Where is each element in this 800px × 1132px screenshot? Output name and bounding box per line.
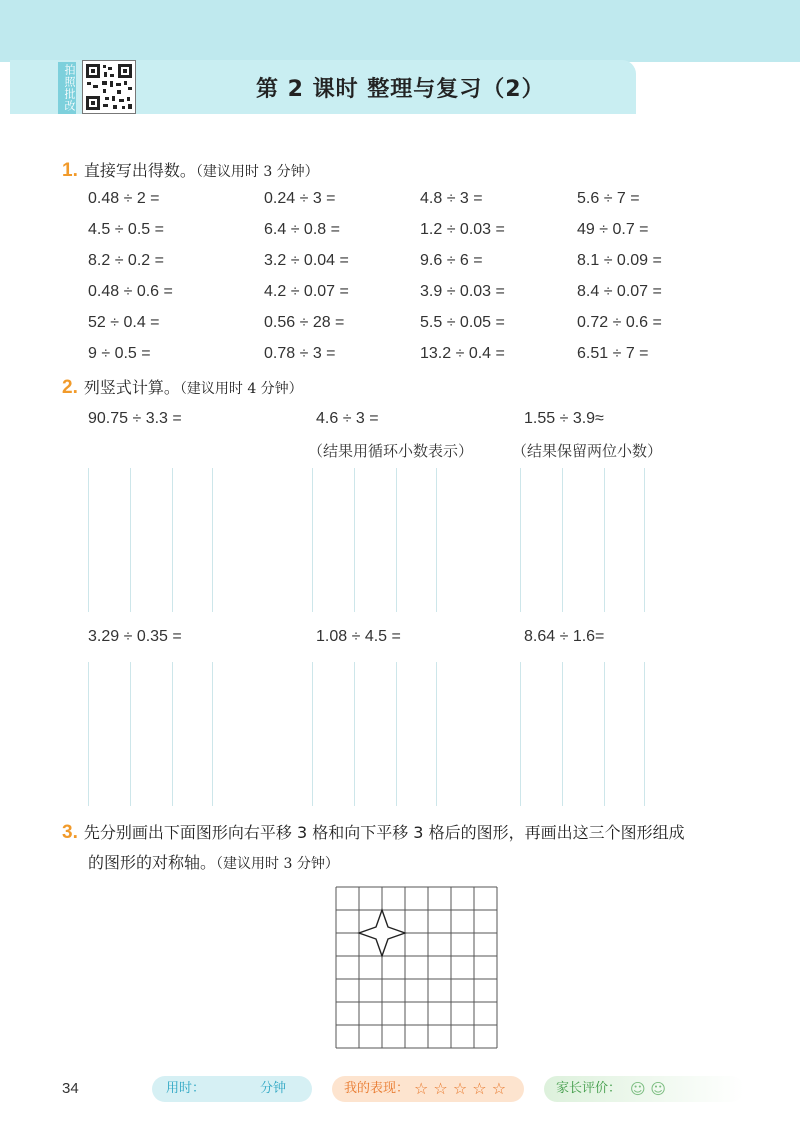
mental-math-item: 0.48 ÷ 0.6 = <box>88 283 173 300</box>
mental-math-item: 52 ÷ 0.4 = <box>88 314 160 331</box>
mental-math-item: 6.4 ÷ 0.8 = <box>264 221 340 238</box>
calc-3-note: （结果保留两位小数） <box>512 442 663 460</box>
qr-code-icon[interactable] <box>82 60 136 114</box>
calc-5: 1.08 ÷ 4.5 = <box>316 628 401 645</box>
mental-math-item: 8.1 ÷ 0.09 = <box>577 252 662 269</box>
workspace-line <box>172 662 173 806</box>
q3-line1: 先分别画出下面图形向右平移 3 格和向下平移 3 格后的图形，再画出这三个图形组成 <box>83 823 685 842</box>
mental-math-item: 4.2 ÷ 0.07 = <box>264 283 349 300</box>
time-label: 用时： <box>166 1081 206 1096</box>
star-rating-icons[interactable]: ☆ ☆ ☆ ☆ ☆ <box>414 1079 507 1098</box>
performance-label: 我的表现： <box>344 1081 410 1096</box>
mental-math-item: 8.4 ÷ 0.07 = <box>577 283 662 300</box>
workspace-line <box>396 662 397 806</box>
page-number: 34 <box>62 1080 79 1097</box>
mental-math-item: 9.6 ÷ 6 = <box>420 252 483 269</box>
workspace-line <box>520 662 521 806</box>
time-unit: 分钟 <box>260 1081 287 1096</box>
workspace-line <box>212 662 213 806</box>
header-band <box>0 0 800 62</box>
q3-heading <box>62 820 762 844</box>
workspace-line <box>604 468 605 612</box>
calc-4: 3.29 ÷ 0.35 = <box>88 628 182 645</box>
parent-review-label: 家长评价： <box>556 1081 622 1096</box>
q3-hint: （建议用时 3 分钟） <box>216 856 339 872</box>
q2-number: 2. <box>62 377 78 398</box>
photo-correct-label: 拍照批改 <box>58 62 76 114</box>
parent-review-pill <box>544 1076 744 1102</box>
workspace-line <box>604 662 605 806</box>
face-rating-icons[interactable]: ☺ ☺ <box>630 1080 667 1098</box>
mental-math-item: 0.48 ÷ 2 = <box>88 190 160 207</box>
q2-hint: （建议用时 4 分钟） <box>179 381 303 397</box>
workspace-line <box>520 468 521 612</box>
workspace-line <box>436 468 437 612</box>
mental-math-item: 0.78 ÷ 3 = <box>264 345 336 362</box>
calc-6: 8.64 ÷ 1.6= <box>524 628 605 645</box>
workspace-line <box>172 468 173 612</box>
workspace-line <box>396 468 397 612</box>
workspace-line <box>644 662 645 806</box>
q2-text: 列竖式计算。 <box>83 378 180 397</box>
q1-text: 直接写出得数。 <box>83 161 196 180</box>
workspace-line <box>88 662 89 806</box>
workspace-line <box>562 468 563 612</box>
mental-math-item: 0.56 ÷ 28 = <box>264 314 345 331</box>
q3-number: 3. <box>62 822 78 843</box>
workspace-line <box>312 662 313 806</box>
calc-2-note: （结果用循环小数表示） <box>308 442 474 460</box>
mental-math-item: 0.24 ÷ 3 = <box>264 190 336 207</box>
workspace-line <box>562 662 563 806</box>
workspace-line <box>130 662 131 806</box>
performance-pill <box>332 1076 524 1102</box>
mental-math-item: 6.51 ÷ 7 = <box>577 345 649 362</box>
page-title: 第 2 课时 整理与复习（2） <box>256 77 545 102</box>
mental-math-item: 5.5 ÷ 0.05 = <box>420 314 505 331</box>
workspace-line <box>130 468 131 612</box>
mental-math-item: 0.72 ÷ 0.6 = <box>577 314 662 331</box>
square-grid[interactable] <box>335 886 499 1055</box>
q1-number: 1. <box>62 160 78 181</box>
q3-heading-line2 <box>88 850 339 873</box>
time-pill <box>152 1076 312 1102</box>
workspace-line <box>436 662 437 806</box>
workspace-line <box>212 468 213 612</box>
mental-math-item: 3.9 ÷ 0.03 = <box>420 283 505 300</box>
mental-math-item: 5.6 ÷ 7 = <box>577 190 640 207</box>
mental-math-item: 4.5 ÷ 0.5 = <box>88 221 164 238</box>
star-shape-icon <box>359 910 405 956</box>
calc-1: 90.75 ÷ 3.3 = <box>88 410 182 427</box>
workspace-line <box>88 468 89 612</box>
mental-math-item: 3.2 ÷ 0.04 = <box>264 252 349 269</box>
workspace-line <box>644 468 645 612</box>
q1-hint: （建议用时 3 分钟） <box>195 164 319 180</box>
mental-math-item: 49 ÷ 0.7 = <box>577 221 649 238</box>
mental-math-item: 4.8 ÷ 3 = <box>420 190 483 207</box>
mental-math-item: 13.2 ÷ 0.4 = <box>420 345 505 362</box>
workspace-line <box>354 662 355 806</box>
q2-heading <box>62 375 303 399</box>
q3-line2: 的图形的对称轴。 <box>88 853 217 872</box>
calc-3: 1.55 ÷ 3.9≈ <box>524 410 604 427</box>
grid-canvas[interactable] <box>335 886 499 1050</box>
workspace-line <box>354 468 355 612</box>
workspace-line <box>312 468 313 612</box>
q1-heading <box>62 158 319 182</box>
mental-math-item: 9 ÷ 0.5 = <box>88 345 151 362</box>
mental-math-item: 8.2 ÷ 0.2 = <box>88 252 164 269</box>
calc-2: 4.6 ÷ 3 = <box>316 410 379 427</box>
mental-math-item: 1.2 ÷ 0.03 = <box>420 221 505 238</box>
